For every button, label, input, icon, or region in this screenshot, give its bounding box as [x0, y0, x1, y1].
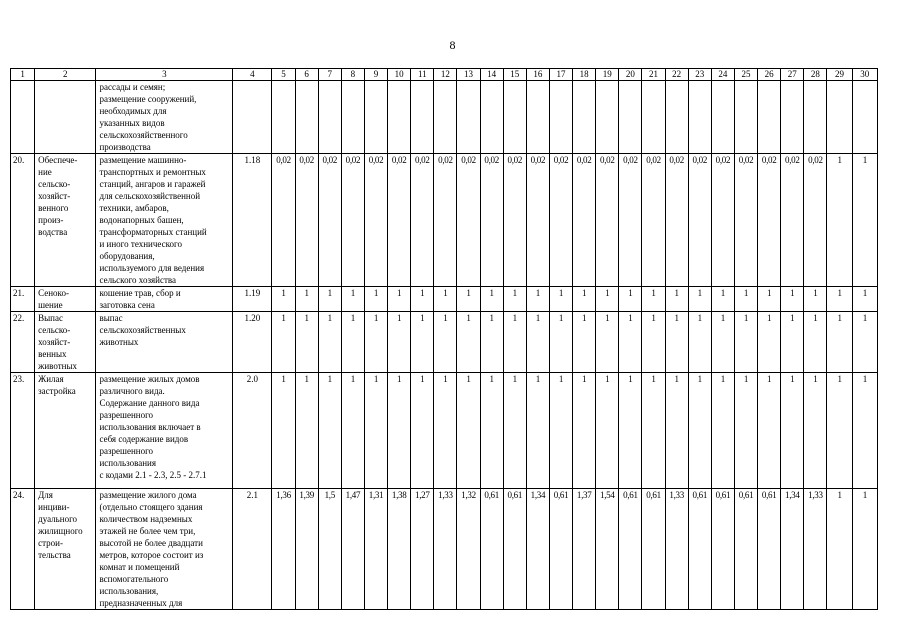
- coefficient-cell: 0,02: [503, 154, 526, 287]
- coefficient-cell: 1: [503, 287, 526, 312]
- coefficient-cell: 0,61: [619, 489, 642, 610]
- coefficient-cell: 1,34: [526, 489, 549, 610]
- coefficient-cell: 0,02: [596, 154, 619, 287]
- coefficient-cell: [341, 81, 364, 154]
- coefficient-cell: 1: [318, 373, 341, 489]
- column-header-23: 23: [688, 69, 711, 81]
- column-header-17: 17: [549, 69, 572, 81]
- coefficient-cell: 1: [480, 373, 503, 489]
- coefficient-cell: 1: [827, 154, 852, 287]
- coefficient-cell: 0,61: [480, 489, 503, 610]
- coefficient-cell: [295, 81, 318, 154]
- coefficient-cell: 1: [549, 312, 572, 373]
- page-number: 8: [449, 38, 456, 52]
- coefficient-cell: 1,37: [573, 489, 596, 610]
- coefficient-cell: 0,02: [642, 154, 665, 287]
- column-header-30: 30: [852, 69, 877, 81]
- row-number-cell: 21.: [11, 287, 35, 312]
- use-name-cell: Жилая застройка: [35, 373, 96, 489]
- coefficient-cell: 1: [642, 312, 665, 373]
- coefficient-cell: 0,61: [549, 489, 572, 610]
- coefficient-cell: 1: [318, 287, 341, 312]
- row-number-cell: 24.: [11, 489, 35, 610]
- coefficient-cell: 0,02: [804, 154, 827, 287]
- coefficient-cell: [272, 81, 295, 154]
- coefficient-cell: 1,39: [295, 489, 318, 610]
- coefficient-cell: 1: [295, 373, 318, 489]
- coefficient-cell: 1: [341, 373, 364, 489]
- coefficient-cell: 1: [619, 287, 642, 312]
- table-row: [11, 287, 878, 312]
- use-code-cell: 1.19: [233, 287, 272, 312]
- coefficient-cell: [734, 81, 757, 154]
- coefficient-cell: 1,33: [665, 489, 688, 610]
- coefficient-cell: 1,27: [411, 489, 434, 610]
- use-name-cell: Сеноко- шение: [35, 287, 96, 312]
- coefficient-cell: [804, 81, 827, 154]
- coefficient-cell: 1: [364, 373, 387, 489]
- coefficient-cell: 1: [827, 373, 852, 489]
- coefficient-cell: 1: [852, 312, 877, 373]
- coefficient-cell: 1: [781, 373, 804, 489]
- coefficient-cell: [619, 81, 642, 154]
- coefficient-cell: 0,02: [364, 154, 387, 287]
- coefficient-cell: [827, 81, 852, 154]
- column-header-11: 11: [411, 69, 434, 81]
- coefficient-cell: 1: [804, 373, 827, 489]
- coefficient-cell: 1: [619, 373, 642, 489]
- coefficient-cell: 1: [526, 287, 549, 312]
- coefficient-cell: 1,32: [457, 489, 480, 610]
- coefficient-cell: 1: [341, 312, 364, 373]
- coefficient-cell: 1: [596, 312, 619, 373]
- use-description-cell: размещение жилых домов различного вида. Содержание данного вида разрешенного использования включает в себя содержание видов разрешенного использования с кодами 2.1 - 2.3, 2.5 - 2.7.1: [96, 373, 233, 489]
- coefficient-cell: 1: [665, 312, 688, 373]
- coefficient-cell: 1: [573, 373, 596, 489]
- column-header-2: 2: [35, 69, 96, 81]
- column-header-20: 20: [619, 69, 642, 81]
- use-code-cell: [233, 81, 272, 154]
- coefficient-cell: 1: [619, 312, 642, 373]
- coefficient-cell: 1: [503, 373, 526, 489]
- coefficient-cell: 1: [734, 287, 757, 312]
- column-header-29: 29: [827, 69, 852, 81]
- column-header-7: 7: [318, 69, 341, 81]
- table-row: [11, 489, 878, 610]
- column-header-25: 25: [734, 69, 757, 81]
- coefficient-cell: 1: [457, 373, 480, 489]
- coefficient-cell: 1: [711, 373, 734, 489]
- coefficient-cell: 1: [734, 312, 757, 373]
- coefficient-cell: 0,02: [295, 154, 318, 287]
- table-row: [11, 373, 878, 489]
- coefficient-cell: 0,61: [503, 489, 526, 610]
- coefficient-cell: 0,02: [341, 154, 364, 287]
- coefficient-cell: [388, 81, 411, 154]
- coefficient-cell: 1,33: [434, 489, 457, 610]
- column-header-22: 22: [665, 69, 688, 81]
- coefficient-cell: [711, 81, 734, 154]
- coefficient-cell: 1: [642, 373, 665, 489]
- coefficient-cell: 1: [411, 373, 434, 489]
- coefficient-cell: 1: [272, 287, 295, 312]
- coefficient-cell: [758, 81, 781, 154]
- use-name-cell: Для инциви- дуального жилищного строи- тельства: [35, 489, 96, 610]
- coefficient-cell: 0,02: [411, 154, 434, 287]
- coefficient-cell: [549, 81, 572, 154]
- coefficient-cell: 1: [295, 287, 318, 312]
- coefficient-cell: 1: [781, 287, 804, 312]
- coefficient-cell: 1: [318, 312, 341, 373]
- coefficient-cell: [480, 81, 503, 154]
- coefficient-cell: 1,5: [318, 489, 341, 610]
- coefficient-cell: 1: [295, 312, 318, 373]
- coefficient-cell: 1: [758, 373, 781, 489]
- use-description-cell: рассады и семян; размещение сооружений, необходимых для указанных видов сельскохозяйственного производства: [96, 81, 233, 154]
- coefficient-cell: 1: [364, 287, 387, 312]
- column-header-14: 14: [480, 69, 503, 81]
- coefficient-cell: 1: [596, 373, 619, 489]
- coefficient-cell: 0,02: [688, 154, 711, 287]
- coefficient-cell: 1: [364, 312, 387, 373]
- coefficient-cell: 1: [457, 287, 480, 312]
- coefficient-cell: 1,31: [364, 489, 387, 610]
- column-header-13: 13: [457, 69, 480, 81]
- column-header-5: 5: [272, 69, 295, 81]
- column-header-1: 1: [11, 69, 35, 81]
- table-row: [11, 154, 878, 287]
- coefficient-cell: 1: [734, 373, 757, 489]
- coefficient-cell: 0,61: [688, 489, 711, 610]
- column-header-16: 16: [526, 69, 549, 81]
- coefficient-cell: 1,38: [388, 489, 411, 610]
- use-name-cell: Обеспече- ние сельско- хозяйст- венного произ- водства: [35, 154, 96, 287]
- use-code-cell: 2.1: [233, 489, 272, 610]
- column-header-26: 26: [758, 69, 781, 81]
- coefficient-cell: 1: [526, 312, 549, 373]
- coefficient-cell: 1: [526, 373, 549, 489]
- use-name-cell: Выпас сельско- хозяйст- венных животных: [35, 312, 96, 373]
- coefficient-cell: 1: [711, 287, 734, 312]
- coefficient-cell: [573, 81, 596, 154]
- coefficient-cell: [665, 81, 688, 154]
- column-header-8: 8: [341, 69, 364, 81]
- row-number-cell: 20.: [11, 154, 35, 287]
- column-header-24: 24: [711, 69, 734, 81]
- coefficient-cell: 1: [596, 287, 619, 312]
- coefficient-cell: 1: [457, 312, 480, 373]
- coefficient-cell: 1,34: [781, 489, 804, 610]
- coefficient-cell: 1: [827, 287, 852, 312]
- coefficient-cell: 0,02: [318, 154, 341, 287]
- coefficient-cell: 0,02: [549, 154, 572, 287]
- coefficient-cell: 0,02: [434, 154, 457, 287]
- coefficient-cell: 1,36: [272, 489, 295, 610]
- coefficient-cell: 1: [434, 312, 457, 373]
- coefficient-cell: 1: [688, 287, 711, 312]
- column-header-4: 4: [233, 69, 272, 81]
- coefficient-cell: 1,47: [341, 489, 364, 610]
- coefficient-cell: [781, 81, 804, 154]
- coefficient-cell: 1: [434, 287, 457, 312]
- use-description-cell: кошение трав, сбор и заготовка сена: [96, 287, 233, 312]
- coefficient-cell: 1: [852, 154, 877, 287]
- coefficient-cell: [526, 81, 549, 154]
- coefficient-cell: 0,02: [665, 154, 688, 287]
- column-header-21: 21: [642, 69, 665, 81]
- coefficient-cell: [852, 81, 877, 154]
- coefficient-cell: 1: [852, 489, 877, 610]
- coefficient-cell: 1: [827, 312, 852, 373]
- coefficient-cell: 0,02: [619, 154, 642, 287]
- coefficient-cell: 1,33: [804, 489, 827, 610]
- coefficient-cell: 0,02: [272, 154, 295, 287]
- coefficient-cell: [596, 81, 619, 154]
- coefficient-cell: 1: [804, 312, 827, 373]
- coefficient-cell: [457, 81, 480, 154]
- coefficient-cell: 1: [781, 312, 804, 373]
- column-header-3: 3: [96, 69, 233, 81]
- column-header-12: 12: [434, 69, 457, 81]
- coefficient-cell: 0,61: [758, 489, 781, 610]
- coefficient-cell: 1: [272, 312, 295, 373]
- coefficient-cell: 0,02: [457, 154, 480, 287]
- column-header-28: 28: [804, 69, 827, 81]
- coefficient-cell: [642, 81, 665, 154]
- coefficient-cell: 0,02: [480, 154, 503, 287]
- coefficient-cell: [364, 81, 387, 154]
- use-description-cell: выпас сельскохозяйственных животных: [96, 312, 233, 373]
- coefficient-cell: 1: [341, 287, 364, 312]
- coefficient-cell: 1: [573, 287, 596, 312]
- coefficient-cell: 1: [503, 312, 526, 373]
- land-use-table: [10, 68, 878, 610]
- coefficient-cell: 1: [642, 287, 665, 312]
- coefficient-cell: 0,02: [734, 154, 757, 287]
- coefficient-cell: 1: [480, 312, 503, 373]
- coefficient-cell: 1: [852, 373, 877, 489]
- coefficient-cell: 1: [388, 287, 411, 312]
- coefficient-cell: 0,61: [734, 489, 757, 610]
- coefficient-cell: 1: [272, 373, 295, 489]
- coefficient-cell: 1: [411, 312, 434, 373]
- use-code-cell: 1.18: [233, 154, 272, 287]
- coefficient-cell: [688, 81, 711, 154]
- coefficient-cell: 0,02: [781, 154, 804, 287]
- coefficient-cell: 0,61: [642, 489, 665, 610]
- table-row: [11, 81, 878, 154]
- coefficient-cell: 1,54: [596, 489, 619, 610]
- coefficient-cell: 1: [434, 373, 457, 489]
- coefficient-cell: 1: [688, 312, 711, 373]
- coefficient-cell: 1: [549, 373, 572, 489]
- coefficient-cell: 0,02: [573, 154, 596, 287]
- coefficient-cell: 1: [758, 287, 781, 312]
- use-description-cell: размещение жилого дома (отдельно стоящего здания количеством надземных этажей не более чем три, высотой не более двадцати метров, которое состоит из комнат и помещений вспомогательного использования, предназначенных для: [96, 489, 233, 610]
- table-row: [11, 312, 878, 373]
- coefficient-cell: 1: [480, 287, 503, 312]
- coefficient-cell: 1: [388, 312, 411, 373]
- coefficient-cell: 1: [688, 373, 711, 489]
- coefficient-cell: 1: [711, 312, 734, 373]
- use-code-cell: 2.0: [233, 373, 272, 489]
- use-code-cell: 1.20: [233, 312, 272, 373]
- coefficient-cell: 0,02: [758, 154, 781, 287]
- coefficient-cell: 1: [573, 312, 596, 373]
- coefficient-cell: [503, 81, 526, 154]
- coefficient-cell: 1: [758, 312, 781, 373]
- coefficient-cell: 1: [665, 287, 688, 312]
- row-number-cell: [11, 81, 35, 154]
- column-header-18: 18: [573, 69, 596, 81]
- use-description-cell: размещение машинно- транспортных и ремонтных станций, ангаров и гаражей для сельскохозяйственной техники, амбаров, водонапорных башен, трансформаторных станций и иного технического оборудования, используемого для ведения сельского хозяйства: [96, 154, 233, 287]
- column-header-27: 27: [781, 69, 804, 81]
- coefficient-cell: 0,02: [526, 154, 549, 287]
- coefficient-cell: [434, 81, 457, 154]
- column-header-19: 19: [596, 69, 619, 81]
- row-number-cell: 22.: [11, 312, 35, 373]
- coefficient-cell: [411, 81, 434, 154]
- use-name-cell: [35, 81, 96, 154]
- column-header-6: 6: [295, 69, 318, 81]
- coefficient-cell: 0,61: [711, 489, 734, 610]
- header-row: [11, 69, 878, 81]
- column-header-15: 15: [503, 69, 526, 81]
- coefficient-cell: 1: [388, 373, 411, 489]
- column-header-9: 9: [364, 69, 387, 81]
- coefficient-cell: 1: [549, 287, 572, 312]
- coefficient-cell: 1: [804, 287, 827, 312]
- coefficient-cell: 1: [827, 489, 852, 610]
- coefficient-cell: 1: [665, 373, 688, 489]
- column-header-10: 10: [388, 69, 411, 81]
- row-number-cell: 23.: [11, 373, 35, 489]
- coefficient-cell: 0,02: [388, 154, 411, 287]
- coefficient-cell: 1: [852, 287, 877, 312]
- coefficient-cell: 1: [411, 287, 434, 312]
- coefficient-cell: [318, 81, 341, 154]
- coefficient-cell: 0,02: [711, 154, 734, 287]
